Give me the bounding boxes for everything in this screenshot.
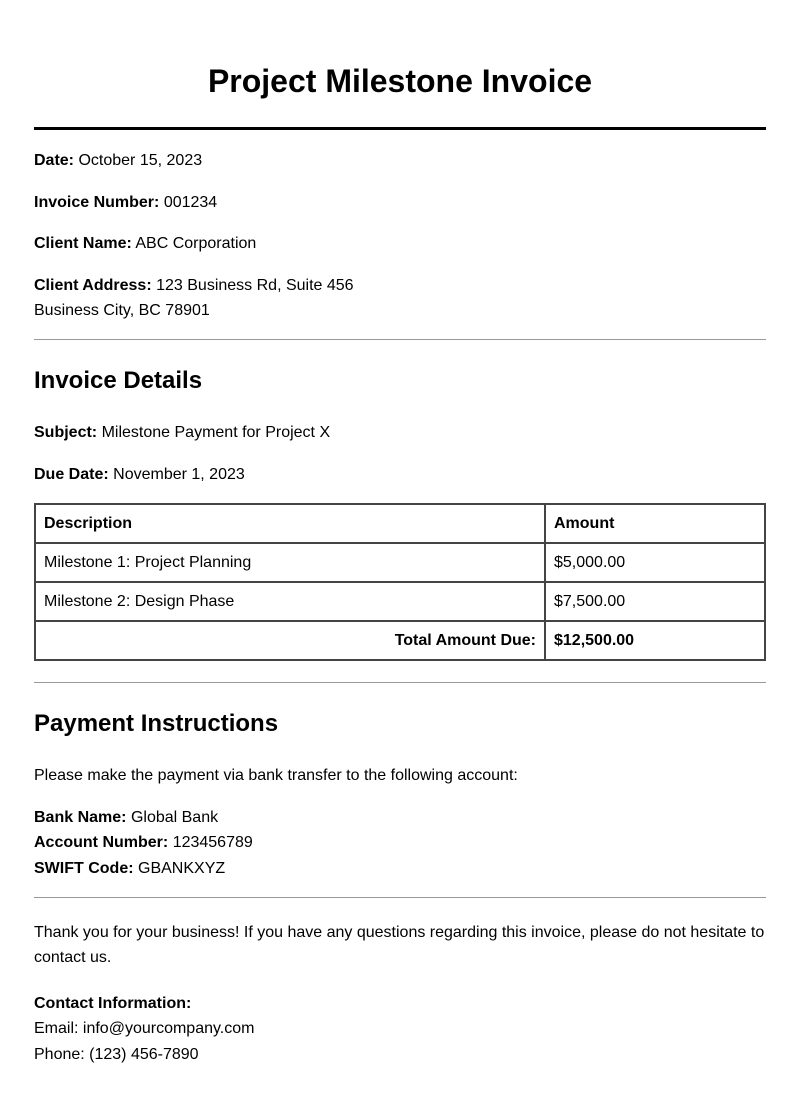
- line-items-table: [34, 503, 766, 661]
- subject-value: Milestone Payment for Project X: [101, 424, 331, 441]
- account-number-value: 123456789: [172, 834, 253, 851]
- client-name-line: [34, 231, 766, 256]
- date-label: Date:: [34, 152, 75, 169]
- client-address-line: [34, 273, 766, 298]
- section-divider: [34, 897, 766, 898]
- table-row: [35, 543, 765, 582]
- due-date-line: [34, 462, 766, 487]
- table-header-row: [35, 504, 765, 543]
- swift-code-label: SWIFT Code:: [34, 860, 134, 877]
- payment-instructions-heading: Payment Instructions: [34, 710, 279, 737]
- page-title: Project Milestone Invoice: [207, 63, 593, 99]
- due-date-value: November 1, 2023: [113, 466, 245, 483]
- bank-name-value: Global Bank: [130, 809, 219, 826]
- row-amount: $5,000.00: [545, 543, 765, 582]
- date-line: [34, 148, 766, 173]
- total-label: Total Amount Due:: [35, 621, 545, 660]
- client-name-label: Client Name:: [34, 235, 132, 252]
- column-header-amount: Amount: [545, 504, 765, 543]
- account-number-line: [34, 830, 766, 855]
- invoice-number-label: Invoice Number:: [34, 194, 160, 211]
- invoice-details-heading: Invoice Details: [34, 367, 203, 394]
- column-header-description: Description: [35, 504, 545, 543]
- swift-code-value: GBANKXYZ: [138, 860, 226, 877]
- invoice-number-value: 001234: [163, 194, 218, 211]
- due-date-label: Due Date:: [34, 466, 109, 483]
- row-amount: $7,500.00: [545, 582, 765, 621]
- payment-intro: Please make the payment via bank transfer to the following account:: [34, 767, 518, 784]
- invoice-number-line: [34, 190, 766, 215]
- subject-line: [34, 420, 766, 445]
- client-name-value: ABC Corporation: [135, 235, 257, 252]
- client-address-line1: 123 Business Rd, Suite 456: [156, 277, 354, 294]
- contact-heading: Contact Information:: [34, 995, 192, 1012]
- section-divider: [34, 682, 766, 683]
- contact-email: Email: info@yourcompany.com: [34, 1020, 255, 1037]
- contact-phone: Phone: (123) 456-7890: [34, 1046, 199, 1063]
- total-value: $12,500.00: [545, 621, 765, 660]
- client-address-label: Client Address:: [34, 277, 152, 294]
- section-divider: [34, 339, 766, 340]
- title-divider: [34, 127, 766, 130]
- account-number-label: Account Number:: [34, 834, 169, 851]
- bank-name-line: [34, 805, 766, 830]
- table-total-row: [35, 621, 765, 660]
- date-value: October 15, 2023: [78, 152, 203, 169]
- subject-label: Subject:: [34, 424, 98, 441]
- bank-name-label: Bank Name:: [34, 809, 127, 826]
- row-description: Milestone 2: Design Phase: [35, 582, 545, 621]
- swift-code-line: [34, 856, 766, 881]
- table-row: [35, 582, 765, 621]
- client-address-line2: Business City, BC 78901: [34, 302, 210, 319]
- thank-you-text: Thank you for your business! If you have any questions regarding this invoice, please do not hesitate to contact us.: [34, 924, 765, 966]
- row-description: Milestone 1: Project Planning: [35, 543, 545, 582]
